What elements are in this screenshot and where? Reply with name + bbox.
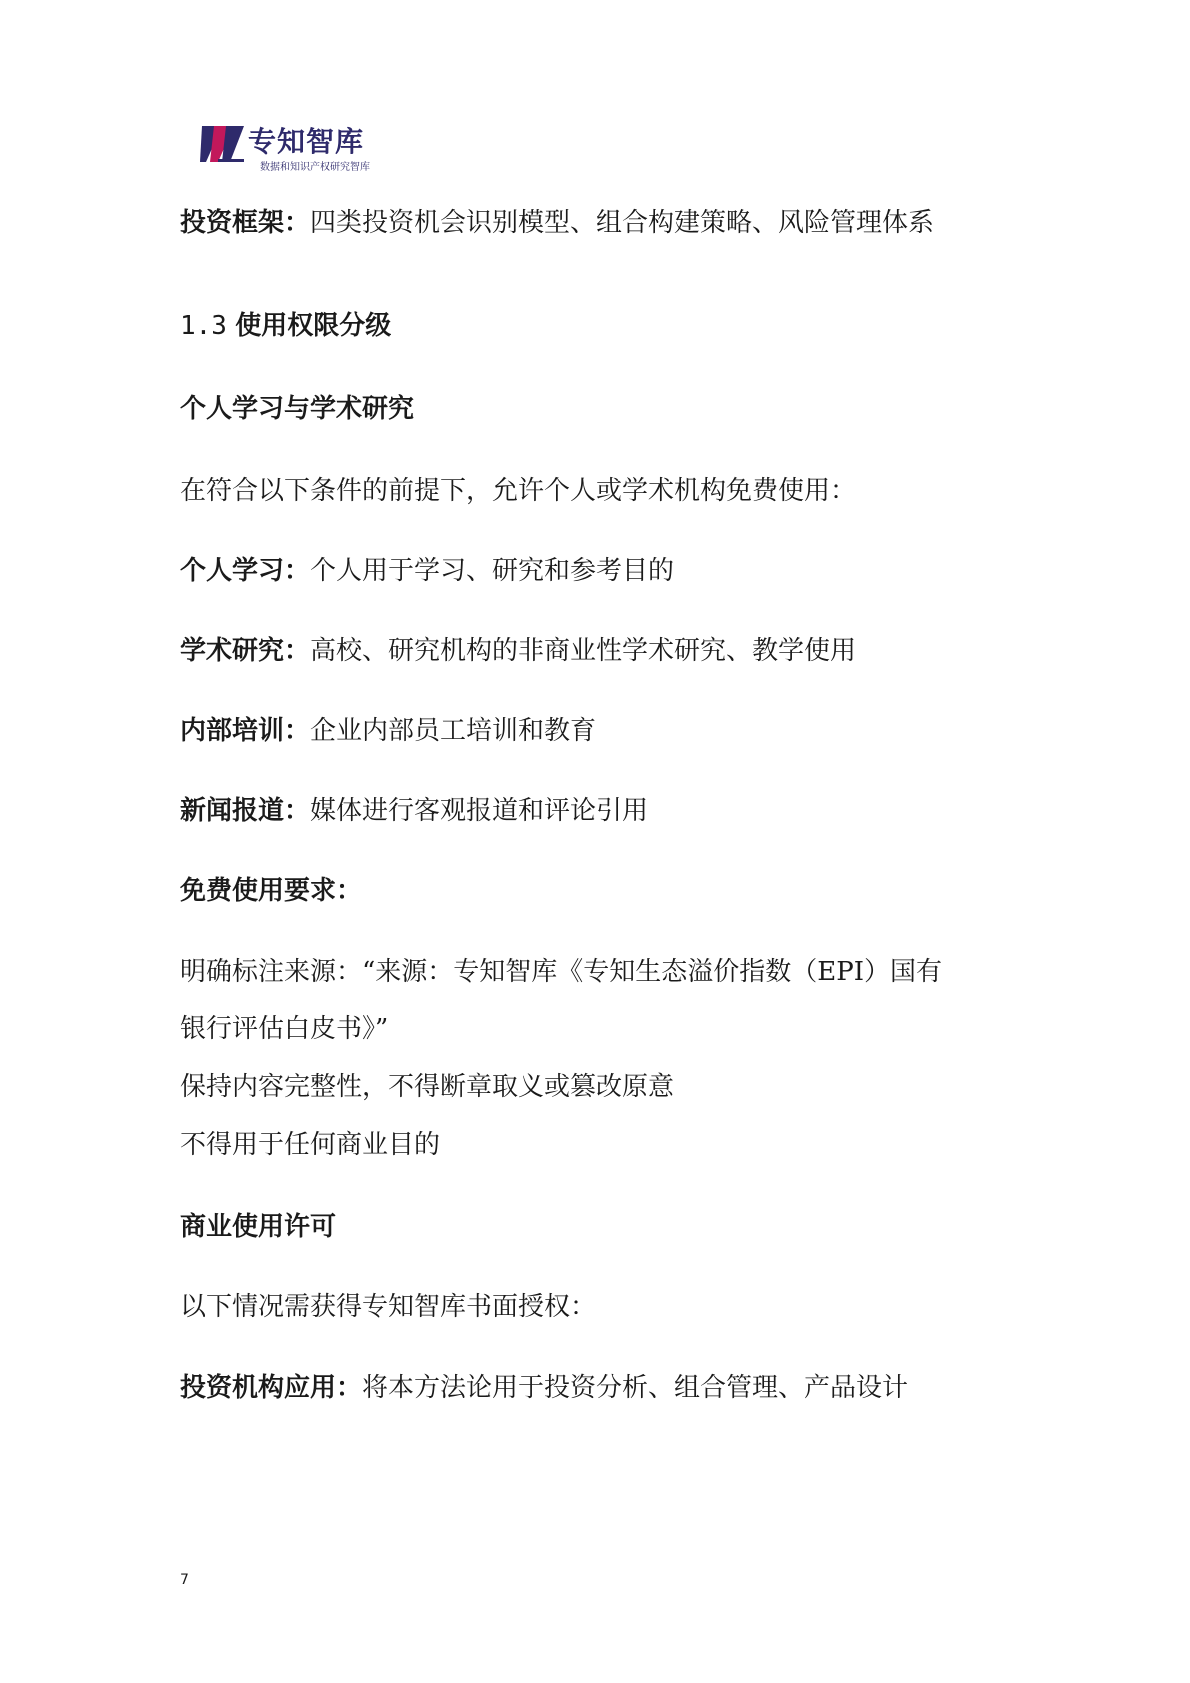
item-text: 将本方法论用于投资分析、组合管理、产品设计: [362, 1373, 909, 1403]
list-item: [180, 1371, 908, 1405]
requirement-no-commercial: 不得用于任何商业目的: [180, 1130, 441, 1160]
investment-framework-text: 四类投资机会识别模型、组合构建策略、风险管理体系: [310, 208, 935, 238]
logo-mark-icon: [200, 122, 244, 166]
investment-framework-line: [180, 206, 934, 240]
commercial-intro: 以下情况需获得专知智库书面授权：: [180, 1292, 597, 1322]
list-item: [180, 634, 856, 668]
investment-framework-label: 投资框架：: [180, 208, 311, 238]
item-label: 投资机构应用：: [180, 1373, 363, 1403]
item-text: 媒体进行客观报道和评论引用: [310, 796, 649, 826]
item-label: 个人学习：: [180, 556, 311, 586]
section-heading: [180, 309, 391, 343]
item-label: 学术研究：: [180, 636, 311, 666]
free-intro: 在符合以下条件的前提下，允许个人或学术机构免费使用：: [180, 476, 857, 506]
logo: [200, 120, 400, 180]
item-text: 个人用于学习、研究和参考目的: [310, 556, 675, 586]
requirement-source-line1: 明确标注来源：“来源：专知智库《专知生态溢价指数（EPI）国有: [180, 957, 943, 987]
list-item: [180, 714, 596, 748]
commercial-heading: 商业使用许可: [180, 1212, 337, 1242]
requirement-integrity: 保持内容完整性，不得断章取义或篡改原意: [180, 1072, 675, 1102]
logo-title: 专知智库: [248, 125, 365, 158]
requirement-source-line2: 银行评估白皮书》”: [180, 1014, 389, 1044]
item-text: 高校、研究机构的非商业性学术研究、教学使用: [310, 636, 857, 666]
logo-subtitle: 数据和知识产权研究智库: [260, 162, 370, 173]
section-number: 1.3: [180, 311, 227, 341]
item-label: 内部培训：: [180, 716, 311, 746]
section-title: 使用权限分级: [235, 311, 392, 341]
personal-heading: 个人学习与学术研究: [180, 394, 415, 424]
page-number: 7: [180, 1572, 189, 1588]
list-item: [180, 794, 648, 828]
item-text: 企业内部员工培训和教育: [310, 716, 597, 746]
requirements-heading: 免费使用要求：: [180, 876, 363, 906]
list-item: [180, 554, 674, 588]
item-label: 新闻报道：: [180, 796, 311, 826]
